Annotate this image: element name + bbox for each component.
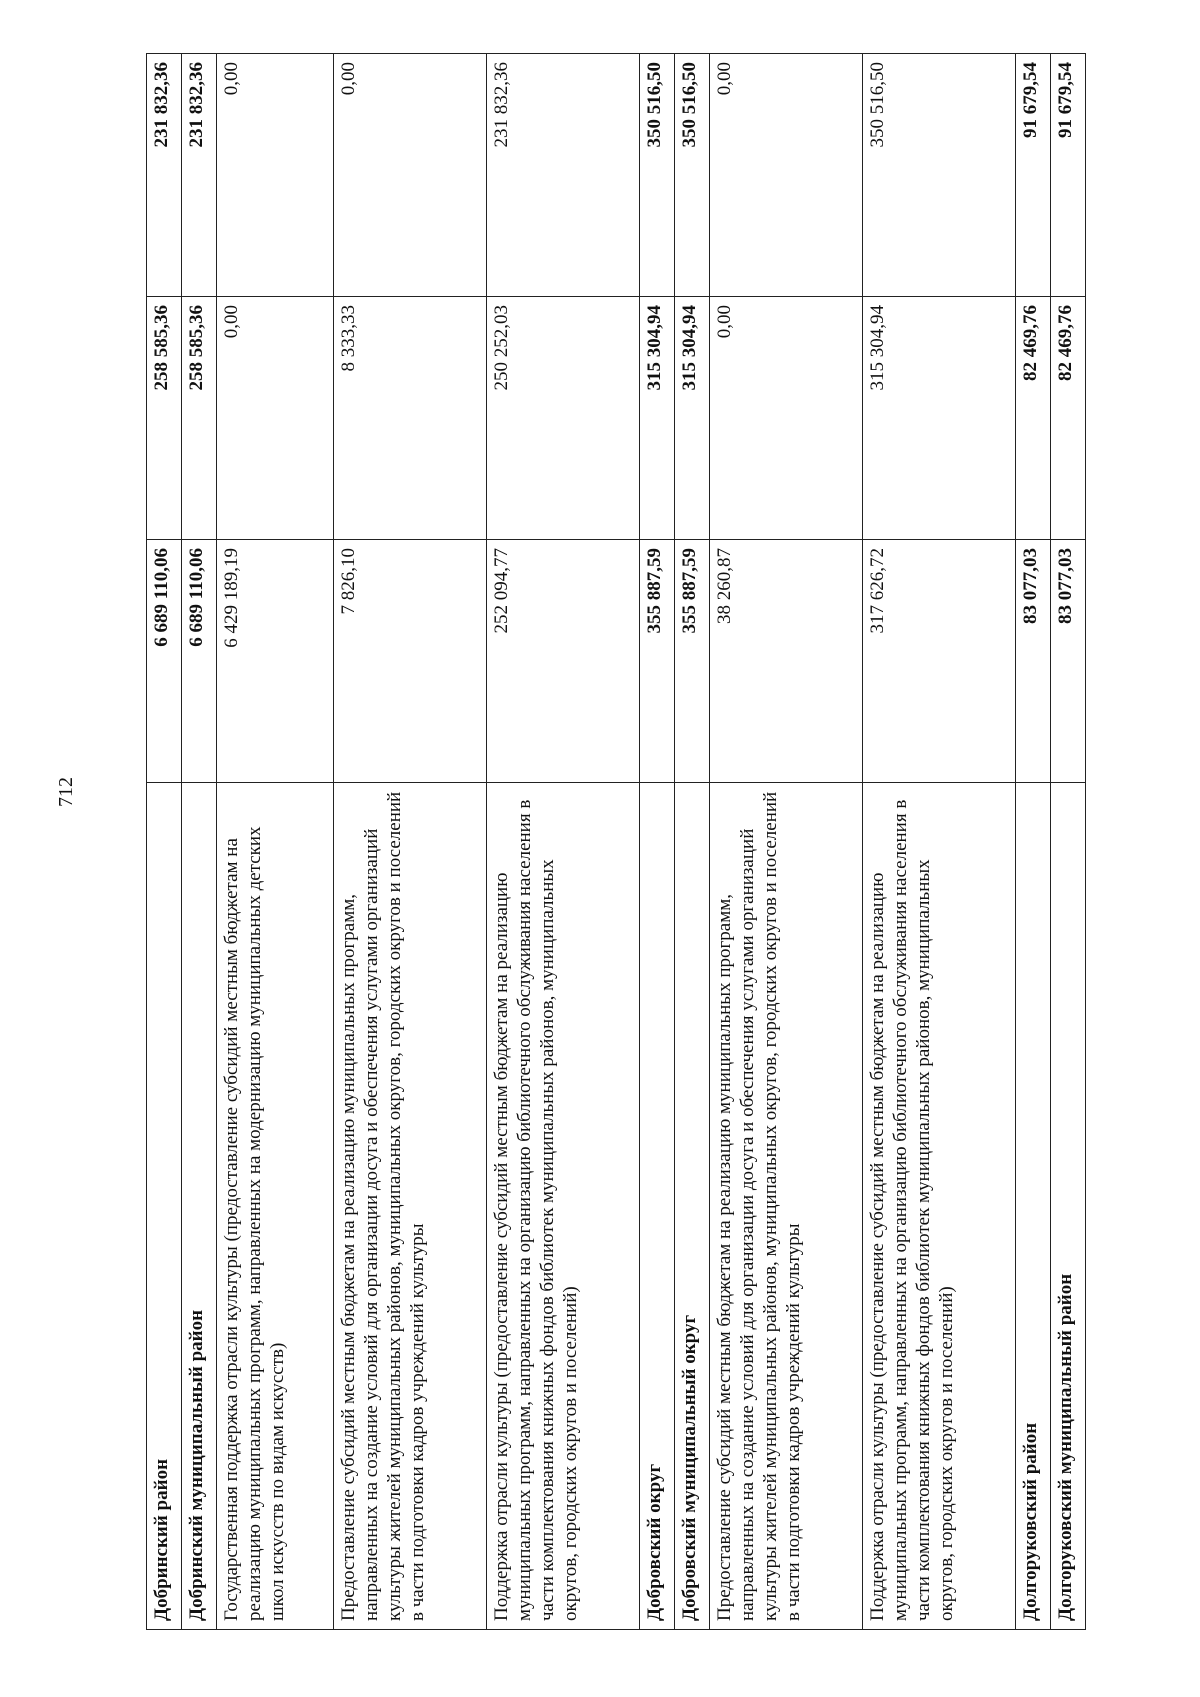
table-row xyxy=(1051,54,1086,1630)
value-cell-3: 0,00 xyxy=(334,54,487,297)
row-name: Государственная поддержка отрасли культуры (предоставление субсидий местным бюджетам на реализацию муниципальных программ, направленных на модернизацию муниципальных детских школ искусств по видам искусств) xyxy=(217,783,334,1630)
row-name: Предоставление субсидий местным бюджетам на реализацию муниципальных программ, направленных на создание условий для организации досуга и обеспечения услугами организаций культуры жителей муниципальных районов, муниципальных округов, городских округов и поселений в части подготовки кадров учреждений культуры xyxy=(710,783,863,1630)
value-cell-2: 258 585,36 xyxy=(147,297,182,540)
value-cell-3: 350 516,50 xyxy=(675,54,710,297)
table-row xyxy=(863,54,1016,1630)
value-cell-2: 315 304,94 xyxy=(863,297,1016,540)
row-name: Добринский район xyxy=(147,783,182,1630)
table-row xyxy=(182,54,217,1630)
table-row xyxy=(147,54,182,1630)
value-cell-2: 8 333,33 xyxy=(334,297,487,540)
value-cell-2: 82 469,76 xyxy=(1016,297,1051,540)
row-name: Добровский округ xyxy=(640,783,675,1630)
row-name: Долгоруковский район xyxy=(1016,783,1051,1630)
row-name: Добровский муниципальный округ xyxy=(675,783,710,1630)
value-cell-3: 91 679,54 xyxy=(1051,54,1086,297)
row-name: Поддержка отрасли культуры (предоставление субсидий местным бюджетам на реализацию муниципальных программ, направленных на организацию библиотечного обслуживания населения в части комплектования книжных фондов библиотек муниципальных районов, муниципальных округов, городских округов и поселений) xyxy=(863,783,1016,1630)
value-cell-3: 350 516,50 xyxy=(640,54,675,297)
value-cell-3: 0,00 xyxy=(217,54,334,297)
rotated-table-container xyxy=(146,62,1086,1630)
table-row xyxy=(640,54,675,1630)
value-cell-2: 82 469,76 xyxy=(1051,297,1086,540)
table-row xyxy=(334,54,487,1630)
table-row xyxy=(675,54,710,1630)
value-cell-1: 252 094,77 xyxy=(487,540,640,783)
value-cell-3: 350 516,50 xyxy=(863,54,1016,297)
value-cell-3: 231 832,36 xyxy=(182,54,217,297)
row-name: Долгоруковский муниципальный район xyxy=(1051,783,1086,1630)
value-cell-1: 6 689 110,06 xyxy=(147,540,182,783)
row-name: Предоставление субсидий местным бюджетам на реализацию муниципальных программ, направленных на создание условий для организации досуга и обеспечения услугами организаций культуры жителей муниципальных районов, муниципальных округов, городских округов и поселений в части подготовки кадров учреждений культуры xyxy=(334,783,487,1630)
value-cell-1: 83 077,03 xyxy=(1016,540,1051,783)
budget-table xyxy=(146,53,1086,1630)
value-cell-1: 355 887,59 xyxy=(640,540,675,783)
value-cell-1: 317 626,72 xyxy=(863,540,1016,783)
table-row xyxy=(1016,54,1051,1630)
row-name: Добринский муниципальный район xyxy=(182,783,217,1630)
value-cell-2: 0,00 xyxy=(710,297,863,540)
value-cell-3: 91 679,54 xyxy=(1016,54,1051,297)
row-name: Поддержка отрасли культуры (предоставление субсидий местным бюджетам на реализацию муниципальных программ, направленных на организацию библиотечного обслуживания населения в части комплектования книжных фондов библиотек муниципальных районов, муниципальных округов, городских округов и поселений) xyxy=(487,783,640,1630)
value-cell-1: 38 260,87 xyxy=(710,540,863,783)
value-cell-2: 250 252,03 xyxy=(487,297,640,540)
value-cell-3: 0,00 xyxy=(710,54,863,297)
value-cell-1: 6 689 110,06 xyxy=(182,540,217,783)
table-row xyxy=(487,54,640,1630)
page-number: 712 xyxy=(55,777,77,807)
table-row xyxy=(710,54,863,1630)
value-cell-3: 231 832,36 xyxy=(487,54,640,297)
value-cell-2: 315 304,94 xyxy=(675,297,710,540)
table-row xyxy=(217,54,334,1630)
value-cell-2: 0,00 xyxy=(217,297,334,540)
value-cell-1: 355 887,59 xyxy=(675,540,710,783)
value-cell-1: 7 826,10 xyxy=(334,540,487,783)
value-cell-2: 258 585,36 xyxy=(182,297,217,540)
value-cell-2: 315 304,94 xyxy=(640,297,675,540)
value-cell-1: 83 077,03 xyxy=(1051,540,1086,783)
value-cell-3: 231 832,36 xyxy=(147,54,182,297)
value-cell-1: 6 429 189,19 xyxy=(217,540,334,783)
